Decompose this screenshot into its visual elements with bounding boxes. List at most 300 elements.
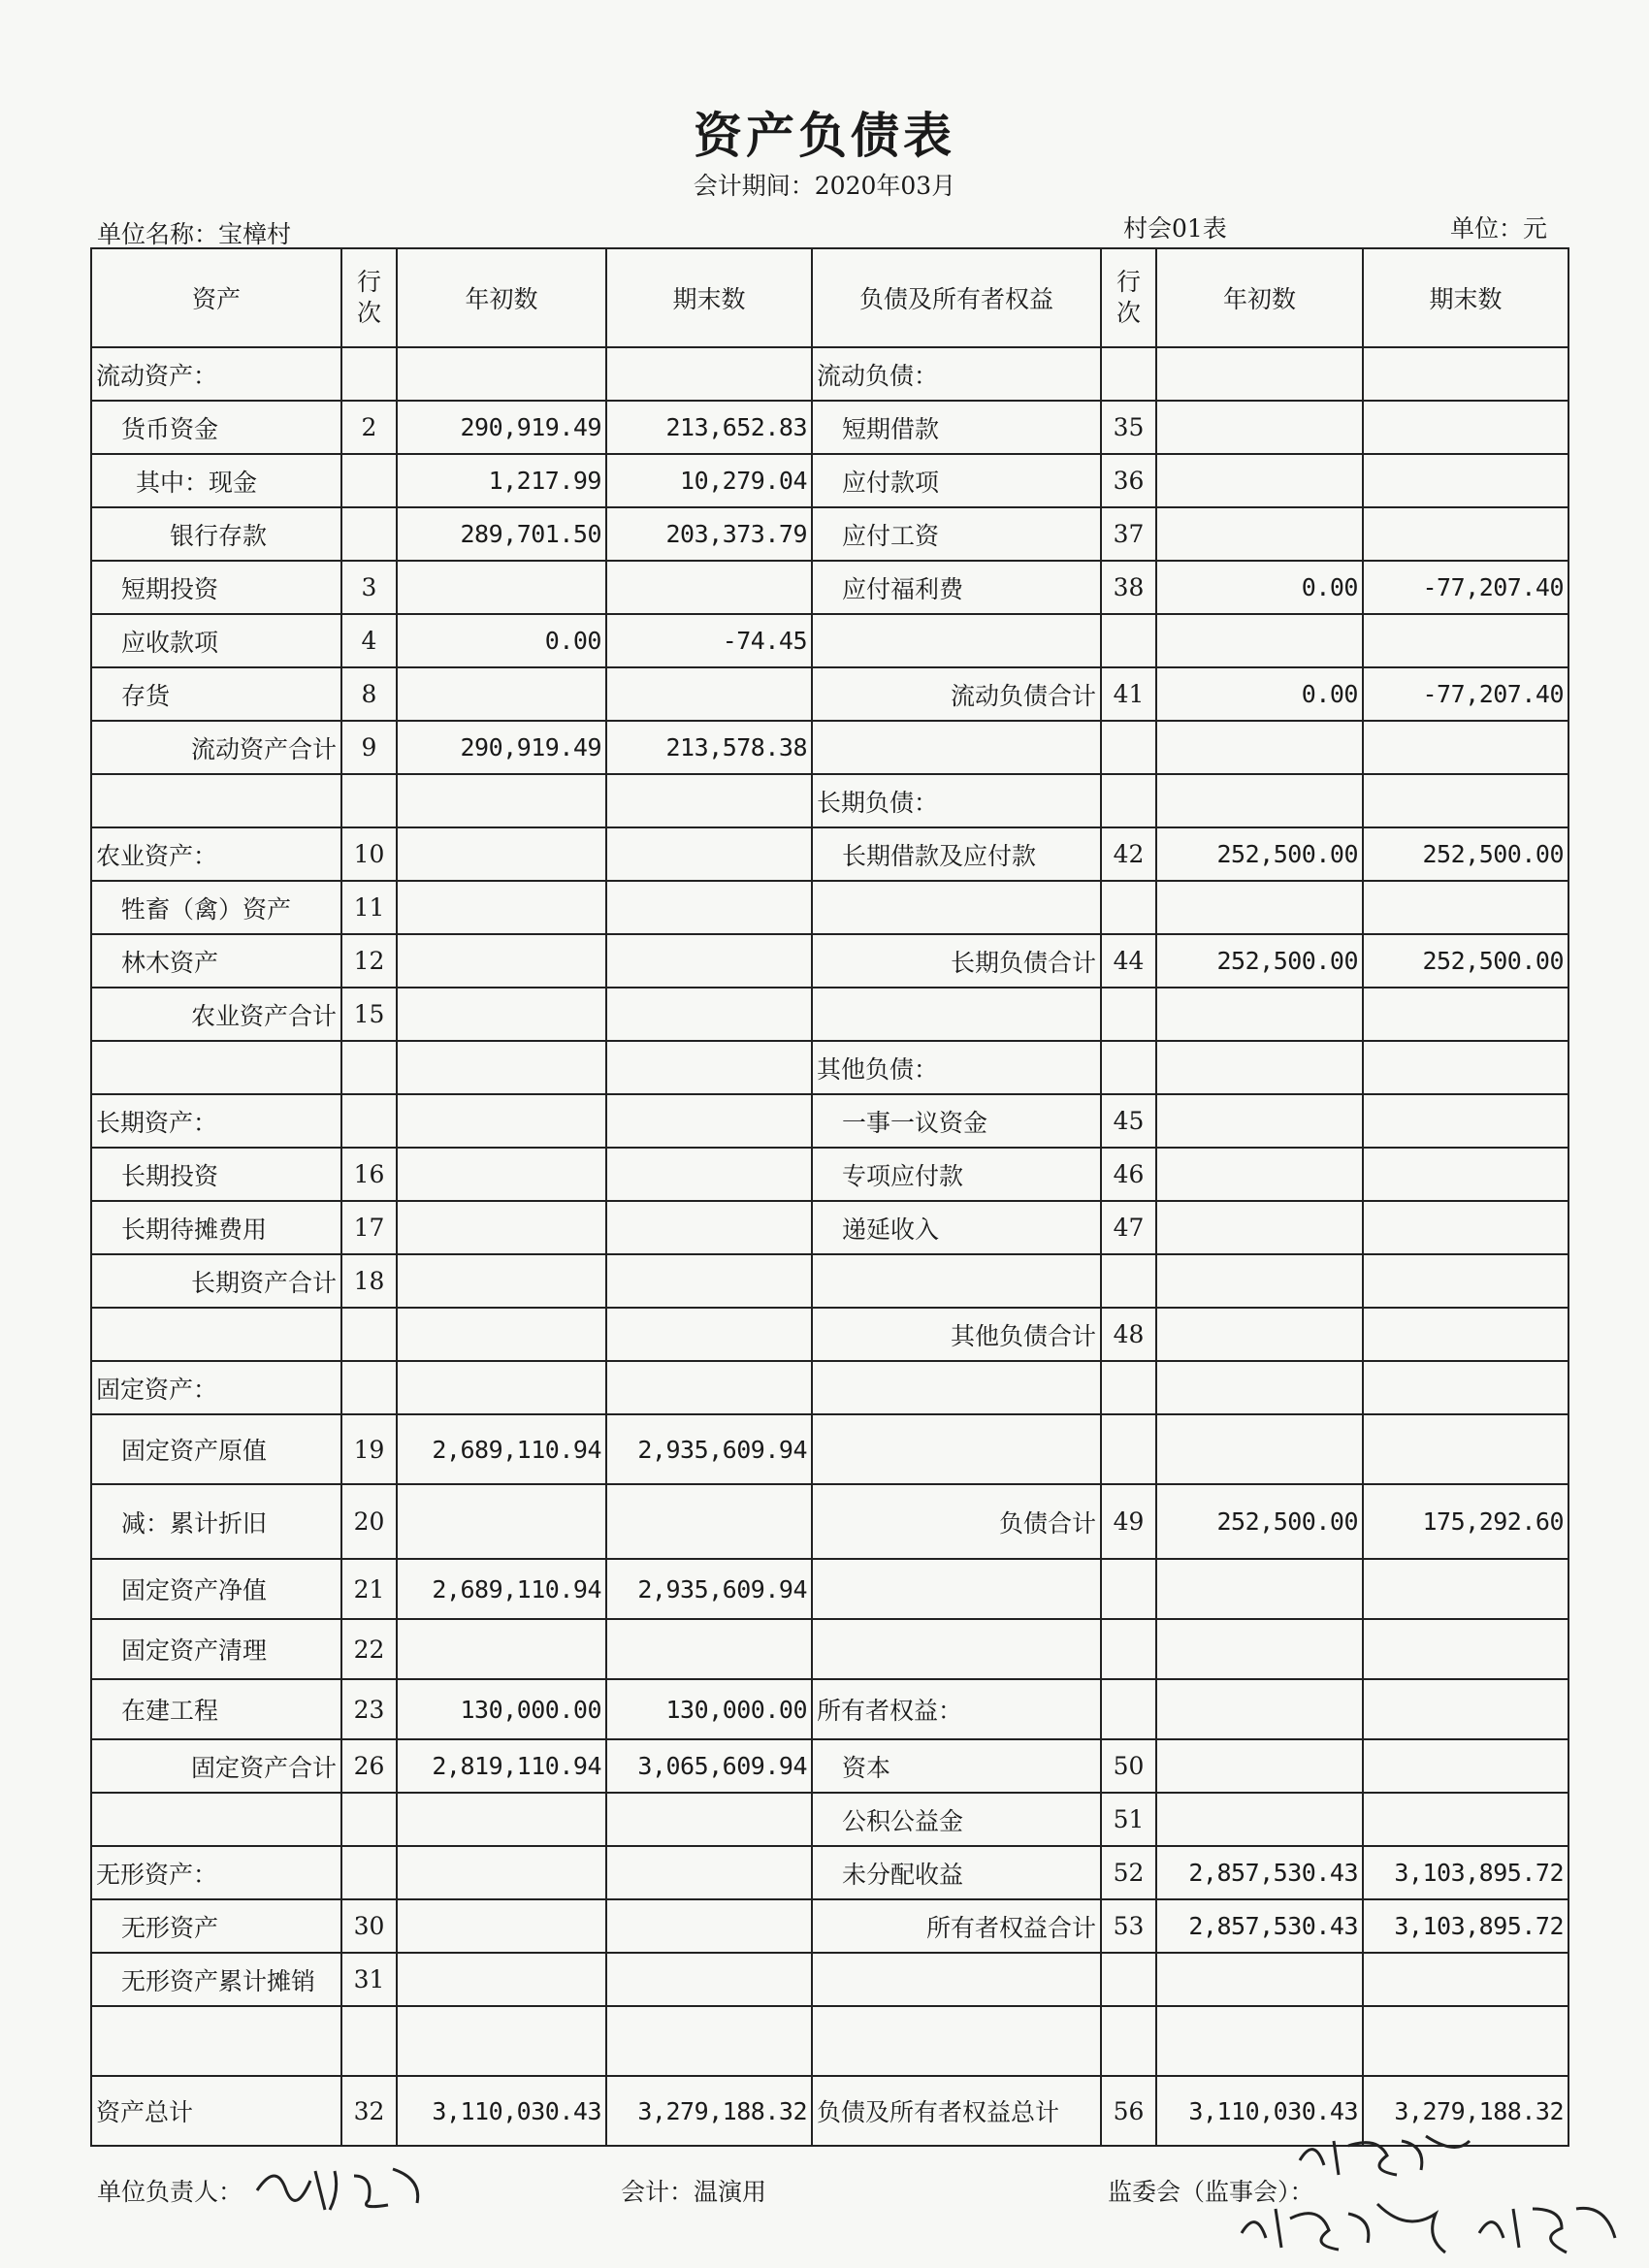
liability-line-no: 53	[1101, 1899, 1156, 1953]
asset-line-no	[341, 1094, 397, 1148]
asset-end-value: 2,935,609.94	[606, 1414, 812, 1484]
liability-begin-value	[1156, 1201, 1363, 1254]
asset-end-value	[606, 347, 812, 401]
liability-line-no	[1101, 1679, 1156, 1739]
liability-name: 流动负债：	[812, 347, 1101, 401]
asset-begin-value: 2,689,110.94	[397, 1414, 606, 1484]
liability-name: 长期负债：	[812, 774, 1101, 827]
liability-line-no	[1101, 1361, 1156, 1414]
asset-name: 无形资产：	[91, 1846, 341, 1899]
liability-end-value: 252,500.00	[1363, 934, 1568, 988]
table-row	[91, 827, 1568, 881]
asset-begin-value	[397, 1041, 606, 1094]
liability-line-no	[1101, 614, 1156, 667]
liability-begin-value	[1156, 1308, 1363, 1361]
asset-begin-value: 290,919.49	[397, 401, 606, 454]
liability-line-no	[1101, 1619, 1156, 1679]
liability-begin-value	[1156, 507, 1363, 561]
table-row	[91, 1414, 1568, 1484]
liability-name	[812, 721, 1101, 774]
liability-begin-value: 252,500.00	[1156, 827, 1363, 881]
liability-line-no	[1101, 774, 1156, 827]
table-row	[91, 1148, 1568, 1201]
liability-begin-value	[1156, 2006, 1363, 2076]
liability-end-value	[1363, 1148, 1568, 1201]
liability-line-no: 37	[1101, 507, 1156, 561]
liability-line-no: 41	[1101, 667, 1156, 721]
asset-name: 应收款项	[91, 614, 341, 667]
asset-end-value	[606, 1953, 812, 2006]
liability-begin-value	[1156, 614, 1363, 667]
responsible-person-label: 单位负责人：	[97, 2178, 243, 2206]
table-row	[91, 988, 1568, 1041]
liability-begin-value: 0.00	[1156, 667, 1363, 721]
balance-sheet-table	[90, 247, 1569, 2147]
liability-line-no	[1101, 347, 1156, 401]
asset-begin-value: 290,919.49	[397, 721, 606, 774]
liability-line-no: 56	[1101, 2076, 1156, 2146]
liability-end-value	[1363, 1361, 1568, 1414]
liability-name: 流动负债合计	[812, 667, 1101, 721]
col-header-seq: 行 次	[341, 248, 397, 347]
liability-end-value: 252,500.00	[1363, 827, 1568, 881]
liability-line-no: 45	[1101, 1094, 1156, 1148]
liability-begin-value: 3,110,030.43	[1156, 2076, 1363, 2146]
liability-name: 资本	[812, 1739, 1101, 1793]
table-row	[91, 667, 1568, 721]
liability-name: 负债及所有者权益总计	[812, 2076, 1101, 2146]
liability-name	[812, 614, 1101, 667]
asset-name: 固定资产净值	[91, 1559, 341, 1619]
asset-end-value	[606, 881, 812, 934]
asset-line-no: 20	[341, 1484, 397, 1559]
liability-begin-value	[1156, 1739, 1363, 1793]
liability-end-value	[1363, 1201, 1568, 1254]
asset-name: 固定资产合计	[91, 1739, 341, 1793]
asset-end-value	[606, 774, 812, 827]
col-header-begin: 年初数	[397, 248, 606, 347]
asset-line-no	[341, 1308, 397, 1361]
table-row	[91, 1846, 1568, 1899]
liability-name	[812, 2006, 1101, 2076]
asset-begin-value	[397, 827, 606, 881]
liability-line-no: 50	[1101, 1739, 1156, 1793]
liability-end-value	[1363, 1619, 1568, 1679]
asset-begin-value	[397, 1793, 606, 1846]
liability-end-value: 3,103,895.72	[1363, 1846, 1568, 1899]
table-row	[91, 1361, 1568, 1414]
asset-begin-value	[397, 2006, 606, 2076]
asset-name: 长期资产：	[91, 1094, 341, 1148]
asset-begin-value	[397, 1308, 606, 1361]
asset-end-value: 130,000.00	[606, 1679, 812, 1739]
col-header-seq-2: 行 次	[1101, 248, 1156, 347]
table-row	[91, 347, 1568, 401]
asset-name	[91, 774, 341, 827]
liability-end-value	[1363, 1679, 1568, 1739]
asset-begin-value	[397, 347, 606, 401]
asset-end-value	[606, 1254, 812, 1308]
liability-line-no: 47	[1101, 1201, 1156, 1254]
liability-begin-value	[1156, 454, 1363, 507]
asset-name: 农业资产：	[91, 827, 341, 881]
liability-line-no: 46	[1101, 1148, 1156, 1201]
asset-end-value: 2,935,609.94	[606, 1559, 812, 1619]
asset-name: 流动资产：	[91, 347, 341, 401]
liability-line-no: 44	[1101, 934, 1156, 988]
liability-end-value: -77,207.40	[1363, 667, 1568, 721]
asset-name: 银行存款	[91, 507, 341, 561]
liability-name: 公积公益金	[812, 1793, 1101, 1846]
table-row	[91, 1041, 1568, 1094]
col-header-end-2: 期末数	[1363, 248, 1568, 347]
liability-name: 专项应付款	[812, 1148, 1101, 1201]
liability-begin-value	[1156, 881, 1363, 934]
asset-line-no: 21	[341, 1559, 397, 1619]
table-row	[91, 1201, 1568, 1254]
table-row	[91, 1254, 1568, 1308]
asset-name: 其中：现金	[91, 454, 341, 507]
table-row	[91, 454, 1568, 507]
asset-begin-value: 3,110,030.43	[397, 2076, 606, 2146]
liability-name: 短期借款	[812, 401, 1101, 454]
asset-line-no: 15	[341, 988, 397, 1041]
table-row	[91, 507, 1568, 561]
table-row	[91, 1953, 1568, 2006]
signature-supervisor-2	[1232, 2194, 1455, 2262]
asset-begin-value	[397, 1484, 606, 1559]
liability-begin-value: 2,857,530.43	[1156, 1899, 1363, 1953]
asset-line-no: 23	[341, 1679, 397, 1739]
asset-end-value	[606, 1484, 812, 1559]
signature-supervisor-1	[1290, 2126, 1484, 2185]
liability-end-value	[1363, 774, 1568, 827]
asset-end-value	[606, 667, 812, 721]
asset-name: 长期投资	[91, 1148, 341, 1201]
accountant-label: 会计：温演用	[621, 2178, 767, 2206]
liability-line-no: 48	[1101, 1308, 1156, 1361]
col-header-begin-2: 年初数	[1156, 248, 1363, 347]
liability-begin-value	[1156, 1361, 1363, 1414]
asset-name: 农业资产合计	[91, 988, 341, 1041]
supervisor-label: 监委会（监事会）：	[1108, 2178, 1314, 2206]
asset-line-no	[341, 507, 397, 561]
liability-line-no	[1101, 1559, 1156, 1619]
liability-name: 一事一议资金	[812, 1094, 1101, 1148]
liability-begin-value	[1156, 1619, 1363, 1679]
unit-name: 单位名称：宝樟村	[97, 220, 292, 248]
asset-line-no: 18	[341, 1254, 397, 1308]
asset-begin-value	[397, 1148, 606, 1201]
asset-begin-value	[397, 774, 606, 827]
signature-supervisor-3	[1470, 2194, 1625, 2262]
asset-begin-value: 289,701.50	[397, 507, 606, 561]
liability-name: 其他负债：	[812, 1041, 1101, 1094]
liability-name	[812, 1361, 1101, 1414]
asset-name: 货币资金	[91, 401, 341, 454]
liability-line-no: 35	[1101, 401, 1156, 454]
liability-line-no	[1101, 988, 1156, 1041]
table-row	[91, 1679, 1568, 1739]
liability-begin-value	[1156, 1148, 1363, 1201]
liability-end-value: 175,292.60	[1363, 1484, 1568, 1559]
asset-name: 短期投资	[91, 561, 341, 614]
liability-begin-value	[1156, 774, 1363, 827]
currency-unit: 单位：元	[1450, 214, 1548, 243]
liability-name: 应付福利费	[812, 561, 1101, 614]
table-row	[91, 1793, 1568, 1846]
liability-begin-value	[1156, 1953, 1363, 2006]
liability-line-no: 49	[1101, 1484, 1156, 1559]
asset-begin-value	[397, 667, 606, 721]
asset-line-no: 4	[341, 614, 397, 667]
liability-name	[812, 1559, 1101, 1619]
asset-end-value: -74.45	[606, 614, 812, 667]
asset-name: 固定资产：	[91, 1361, 341, 1414]
table-row	[91, 721, 1568, 774]
liability-name: 未分配收益	[812, 1846, 1101, 1899]
liability-name	[812, 1953, 1101, 2006]
asset-begin-value	[397, 1899, 606, 1953]
asset-name: 流动资产合计	[91, 721, 341, 774]
liability-end-value: -77,207.40	[1363, 561, 1568, 614]
liability-end-value	[1363, 1739, 1568, 1793]
asset-end-value	[606, 1846, 812, 1899]
liability-line-no	[1101, 881, 1156, 934]
liability-line-no: 42	[1101, 827, 1156, 881]
liability-end-value	[1363, 507, 1568, 561]
liability-end-value	[1363, 988, 1568, 1041]
table-row	[91, 1899, 1568, 1953]
liability-end-value	[1363, 881, 1568, 934]
asset-line-no: 3	[341, 561, 397, 614]
liability-begin-value	[1156, 1414, 1363, 1484]
liability-line-no	[1101, 721, 1156, 774]
liability-line-no	[1101, 1254, 1156, 1308]
asset-name: 减：累计折旧	[91, 1484, 341, 1559]
liability-line-no	[1101, 1041, 1156, 1094]
asset-begin-value	[397, 881, 606, 934]
liability-end-value	[1363, 2006, 1568, 2076]
asset-line-no	[341, 1793, 397, 1846]
asset-name	[91, 1041, 341, 1094]
asset-end-value	[606, 1308, 812, 1361]
asset-line-no	[341, 774, 397, 827]
table-row	[91, 561, 1568, 614]
asset-end-value	[606, 988, 812, 1041]
asset-begin-value	[397, 1201, 606, 1254]
asset-line-no: 30	[341, 1899, 397, 1953]
liability-end-value	[1363, 1793, 1568, 1846]
table-row	[91, 934, 1568, 988]
asset-begin-value: 1,217.99	[397, 454, 606, 507]
liability-end-value	[1363, 721, 1568, 774]
asset-begin-value	[397, 561, 606, 614]
table-row	[91, 774, 1568, 827]
asset-line-no: 32	[341, 2076, 397, 2146]
liability-begin-value: 0.00	[1156, 561, 1363, 614]
liability-begin-value	[1156, 401, 1363, 454]
table-row	[91, 1559, 1568, 1619]
liability-name: 递延收入	[812, 1201, 1101, 1254]
asset-begin-value	[397, 988, 606, 1041]
asset-end-value	[606, 1041, 812, 1094]
asset-end-value	[606, 1899, 812, 1953]
asset-name: 林木资产	[91, 934, 341, 988]
liability-end-value	[1363, 1308, 1568, 1361]
liability-end-value	[1363, 1094, 1568, 1148]
table-row	[91, 1739, 1568, 1793]
asset-begin-value	[397, 1619, 606, 1679]
liability-end-value: 3,279,188.32	[1363, 2076, 1568, 2146]
form-code: 村会01表	[1123, 214, 1227, 243]
asset-end-value	[606, 1094, 812, 1148]
liability-end-value	[1363, 1254, 1568, 1308]
asset-name: 固定资产清理	[91, 1619, 341, 1679]
liability-name: 长期借款及应付款	[812, 827, 1101, 881]
col-header-liability: 负债及所有者权益	[812, 248, 1101, 347]
liability-end-value	[1363, 1041, 1568, 1094]
asset-end-value	[606, 1793, 812, 1846]
liability-line-no: 38	[1101, 561, 1156, 614]
asset-name: 牲畜（禽）资产	[91, 881, 341, 934]
asset-end-value	[606, 561, 812, 614]
asset-end-value	[606, 1201, 812, 1254]
asset-line-no: 9	[341, 721, 397, 774]
liability-name: 应付工资	[812, 507, 1101, 561]
asset-name: 固定资产原值	[91, 1414, 341, 1484]
liability-name	[812, 988, 1101, 1041]
asset-line-no: 16	[341, 1148, 397, 1201]
liability-begin-value: 252,500.00	[1156, 1484, 1363, 1559]
liability-name	[812, 1619, 1101, 1679]
liability-end-value	[1363, 454, 1568, 507]
asset-line-no	[341, 1846, 397, 1899]
liability-end-value	[1363, 1953, 1568, 2006]
liability-begin-value	[1156, 721, 1363, 774]
liability-begin-value	[1156, 1041, 1363, 1094]
asset-begin-value: 0.00	[397, 614, 606, 667]
asset-name: 在建工程	[91, 1679, 341, 1739]
liability-line-no: 51	[1101, 1793, 1156, 1846]
asset-begin-value	[397, 1953, 606, 2006]
liability-begin-value: 2,857,530.43	[1156, 1846, 1363, 1899]
asset-begin-value: 2,819,110.94	[397, 1739, 606, 1793]
asset-begin-value: 130,000.00	[397, 1679, 606, 1739]
liability-begin-value	[1156, 1679, 1363, 1739]
asset-end-value	[606, 1361, 812, 1414]
liability-name	[812, 1414, 1101, 1484]
asset-end-value: 10,279.04	[606, 454, 812, 507]
liability-begin-value	[1156, 988, 1363, 1041]
liability-end-value	[1363, 1414, 1568, 1484]
asset-end-value	[606, 1148, 812, 1201]
asset-name: 长期资产合计	[91, 1254, 341, 1308]
asset-begin-value	[397, 1254, 606, 1308]
liability-name: 负债合计	[812, 1484, 1101, 1559]
asset-line-no	[341, 454, 397, 507]
asset-line-no: 12	[341, 934, 397, 988]
asset-name	[91, 1793, 341, 1846]
asset-line-no: 8	[341, 667, 397, 721]
asset-name: 无形资产	[91, 1899, 341, 1953]
liability-begin-value	[1156, 1094, 1363, 1148]
asset-name: 长期待摊费用	[91, 1201, 341, 1254]
asset-line-no: 22	[341, 1619, 397, 1679]
col-header-asset: 资产	[91, 248, 341, 347]
liability-end-value	[1363, 347, 1568, 401]
accounting-period: 会计期间：2020年03月	[693, 172, 956, 200]
liability-name: 所有者权益合计	[812, 1899, 1101, 1953]
asset-begin-value: 2,689,110.94	[397, 1559, 606, 1619]
table-header-row	[91, 248, 1568, 347]
liability-begin-value	[1156, 347, 1363, 401]
liability-line-no	[1101, 1953, 1156, 2006]
asset-end-value	[606, 2006, 812, 2076]
asset-line-no: 17	[341, 1201, 397, 1254]
asset-line-no: 10	[341, 827, 397, 881]
col-header-end: 期末数	[606, 248, 812, 347]
asset-line-no	[341, 1361, 397, 1414]
liability-name	[812, 881, 1101, 934]
liability-end-value	[1363, 401, 1568, 454]
report-title: 资产负债表	[694, 108, 955, 164]
asset-line-no	[341, 2006, 397, 2076]
asset-name: 资产总计	[91, 2076, 341, 2146]
asset-begin-value	[397, 934, 606, 988]
liability-end-value	[1363, 614, 1568, 667]
liability-begin-value	[1156, 1793, 1363, 1846]
asset-line-no: 2	[341, 401, 397, 454]
asset-end-value	[606, 934, 812, 988]
asset-name	[91, 1308, 341, 1361]
asset-end-value: 213,578.38	[606, 721, 812, 774]
table-row	[91, 2006, 1568, 2076]
table-row	[91, 1484, 1568, 1559]
table-row	[91, 614, 1568, 667]
asset-begin-value	[397, 1094, 606, 1148]
liability-line-no: 52	[1101, 1846, 1156, 1899]
table-row	[91, 1308, 1568, 1361]
asset-line-no: 26	[341, 1739, 397, 1793]
table-row	[91, 881, 1568, 934]
table-row	[91, 1094, 1568, 1148]
asset-name: 无形资产累计摊销	[91, 1953, 341, 2006]
asset-end-value	[606, 827, 812, 881]
table-row	[91, 1619, 1568, 1679]
liability-line-no: 36	[1101, 454, 1156, 507]
asset-end-value	[606, 1619, 812, 1679]
asset-name: 存货	[91, 667, 341, 721]
liability-line-no	[1101, 2006, 1156, 2076]
liability-begin-value: 252,500.00	[1156, 934, 1363, 988]
liability-name: 其他负债合计	[812, 1308, 1101, 1361]
liability-line-no	[1101, 1414, 1156, 1484]
asset-line-no: 11	[341, 881, 397, 934]
asset-line-no	[341, 1041, 397, 1094]
asset-end-value: 213,652.83	[606, 401, 812, 454]
asset-line-no	[341, 347, 397, 401]
asset-begin-value	[397, 1846, 606, 1899]
liability-begin-value	[1156, 1254, 1363, 1308]
asset-end-value: 203,373.79	[606, 507, 812, 561]
liability-begin-value	[1156, 1559, 1363, 1619]
table-row	[91, 401, 1568, 454]
signature-responsible	[247, 2152, 432, 2219]
liability-end-value	[1363, 1559, 1568, 1619]
liability-name: 长期负债合计	[812, 934, 1101, 988]
liability-name	[812, 1254, 1101, 1308]
